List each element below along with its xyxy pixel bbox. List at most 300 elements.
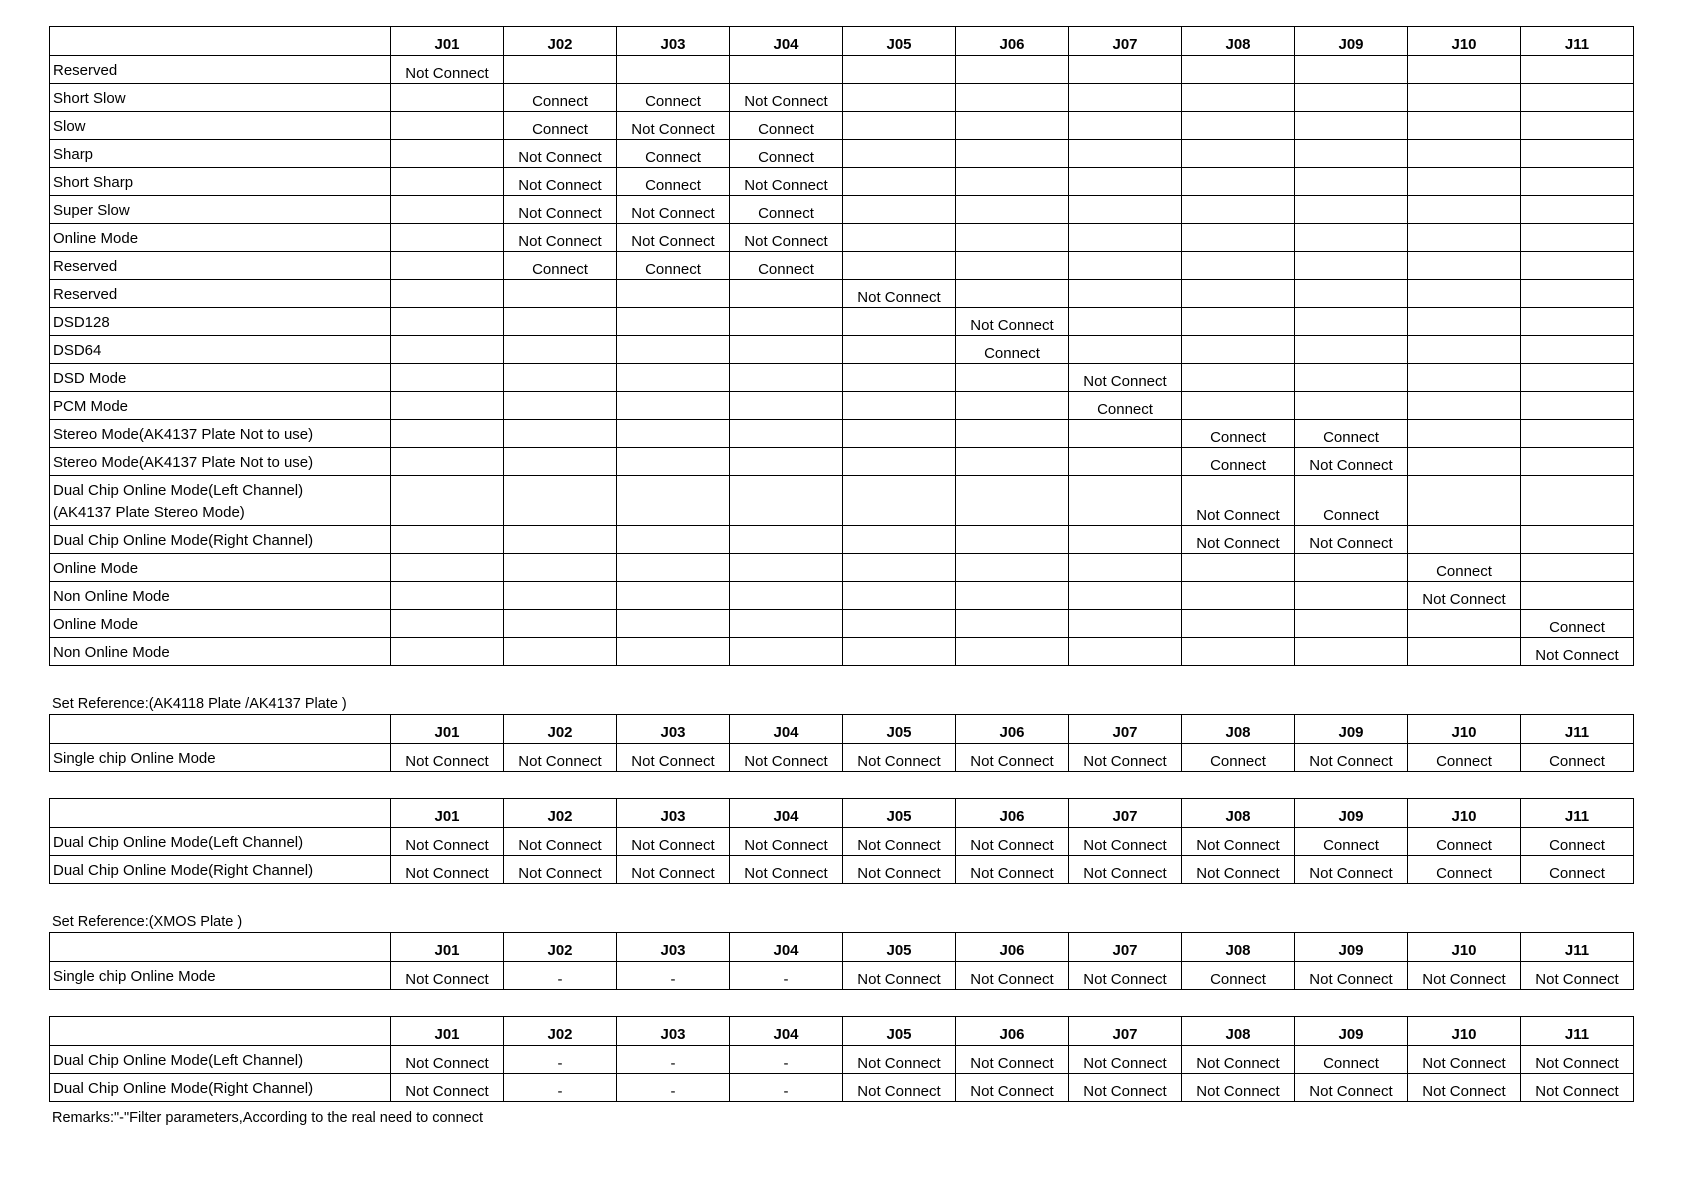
cell-j11 bbox=[1521, 308, 1634, 336]
cell-j08: Connect bbox=[1182, 420, 1295, 448]
cell-j09 bbox=[1295, 554, 1408, 582]
cell-j06 bbox=[956, 582, 1069, 610]
cell-j07 bbox=[1069, 140, 1182, 168]
cell-j06 bbox=[956, 224, 1069, 252]
cell-j11 bbox=[1521, 554, 1634, 582]
cell-j02: Not Connect bbox=[504, 168, 617, 196]
cell-j03 bbox=[617, 392, 730, 420]
header-blank-cell bbox=[50, 715, 391, 744]
cell-j01 bbox=[391, 140, 504, 168]
cell-j04: Connect bbox=[730, 196, 843, 224]
cell-j09: Connect bbox=[1295, 476, 1408, 526]
table-row bbox=[50, 476, 1634, 526]
column-header-j05: J05 bbox=[843, 27, 956, 56]
row-label-line: Dual Chip Online Mode(Right Channel) bbox=[53, 862, 314, 879]
table-row bbox=[50, 1046, 1634, 1074]
cell-j11 bbox=[1521, 168, 1634, 196]
cell-j10 bbox=[1408, 336, 1521, 364]
cell-j06: Not Connect bbox=[956, 962, 1069, 990]
table-row bbox=[50, 448, 1634, 476]
cell-j04 bbox=[730, 610, 843, 638]
column-header-j09: J09 bbox=[1295, 715, 1408, 744]
cell-j01 bbox=[391, 168, 504, 196]
cell-j11: Not Connect bbox=[1521, 638, 1634, 666]
column-header-j06: J06 bbox=[956, 933, 1069, 962]
table-row bbox=[50, 196, 1634, 224]
cell-j11: Connect bbox=[1521, 828, 1634, 856]
column-header-j08: J08 bbox=[1182, 933, 1295, 962]
cell-j02: Connect bbox=[504, 112, 617, 140]
column-header-j10: J10 bbox=[1408, 27, 1521, 56]
column-header-j11: J11 bbox=[1521, 933, 1634, 962]
cell-j04: - bbox=[730, 962, 843, 990]
table-row bbox=[50, 112, 1634, 140]
cell-j01 bbox=[391, 392, 504, 420]
cell-j09: Not Connect bbox=[1295, 744, 1408, 772]
cell-j02 bbox=[504, 364, 617, 392]
cell-j08: Not Connect bbox=[1182, 828, 1295, 856]
column-header-j10: J10 bbox=[1408, 933, 1521, 962]
column-header-j09: J09 bbox=[1295, 933, 1408, 962]
cell-j02 bbox=[504, 476, 617, 526]
table-header-row bbox=[50, 933, 1634, 962]
cell-j06 bbox=[956, 526, 1069, 554]
column-header-j01: J01 bbox=[391, 799, 504, 828]
cell-j01 bbox=[391, 448, 504, 476]
cell-j08: Not Connect bbox=[1182, 526, 1295, 554]
row-label bbox=[50, 744, 391, 772]
cell-j05 bbox=[843, 84, 956, 112]
row-label-line: Dual Chip Online Mode(Right Channel) bbox=[53, 532, 314, 549]
cell-j09: Not Connect bbox=[1295, 962, 1408, 990]
ak-single-chip-table bbox=[49, 714, 1634, 772]
column-header-j07: J07 bbox=[1069, 27, 1182, 56]
cell-j03: - bbox=[617, 962, 730, 990]
cell-j08 bbox=[1182, 252, 1295, 280]
cell-j08 bbox=[1182, 392, 1295, 420]
cell-j02: Not Connect bbox=[504, 196, 617, 224]
cell-j08 bbox=[1182, 84, 1295, 112]
cell-j11: Connect bbox=[1521, 856, 1634, 884]
cell-j05 bbox=[843, 610, 956, 638]
cell-j01: Not Connect bbox=[391, 856, 504, 884]
cell-j08 bbox=[1182, 224, 1295, 252]
cell-j11 bbox=[1521, 336, 1634, 364]
cell-j10 bbox=[1408, 168, 1521, 196]
cell-j10: Connect bbox=[1408, 554, 1521, 582]
row-label bbox=[50, 224, 391, 252]
row-label-line: DSD128 bbox=[53, 314, 110, 331]
column-header-j02: J02 bbox=[504, 933, 617, 962]
cell-j02 bbox=[504, 448, 617, 476]
column-header-j01: J01 bbox=[391, 1017, 504, 1046]
cell-j08 bbox=[1182, 140, 1295, 168]
cell-j05: Not Connect bbox=[843, 1074, 956, 1102]
cell-j11 bbox=[1521, 526, 1634, 554]
row-label-line: Reserved bbox=[53, 62, 118, 79]
cell-j11 bbox=[1521, 582, 1634, 610]
cell-j06 bbox=[956, 140, 1069, 168]
cell-j09 bbox=[1295, 56, 1408, 84]
table-row bbox=[50, 56, 1634, 84]
cell-j10 bbox=[1408, 610, 1521, 638]
cell-j10 bbox=[1408, 140, 1521, 168]
cell-j07 bbox=[1069, 56, 1182, 84]
row-label-line: Short Sharp bbox=[53, 174, 134, 191]
cell-j04: Not Connect bbox=[730, 84, 843, 112]
cell-j03: Connect bbox=[617, 168, 730, 196]
cell-j04 bbox=[730, 420, 843, 448]
cell-j10 bbox=[1408, 308, 1521, 336]
column-header-j06: J06 bbox=[956, 799, 1069, 828]
remarks-note: Remarks:"-"Filter parameters,According to the real need to connect bbox=[52, 1110, 483, 1126]
table-row bbox=[50, 582, 1634, 610]
cell-j08 bbox=[1182, 168, 1295, 196]
cell-j07 bbox=[1069, 224, 1182, 252]
table-row bbox=[50, 828, 1634, 856]
cell-j04 bbox=[730, 56, 843, 84]
cell-j06 bbox=[956, 392, 1069, 420]
cell-j09 bbox=[1295, 610, 1408, 638]
cell-j03 bbox=[617, 638, 730, 666]
column-header-j04: J04 bbox=[730, 933, 843, 962]
cell-j10: Not Connect bbox=[1408, 1046, 1521, 1074]
row-label-line: (AK4137 Plate Stereo Mode) bbox=[53, 504, 245, 521]
column-header-j11: J11 bbox=[1521, 27, 1634, 56]
table-row bbox=[50, 252, 1634, 280]
cell-j02 bbox=[504, 554, 617, 582]
row-label bbox=[50, 962, 391, 990]
header-blank-cell bbox=[50, 933, 391, 962]
cell-j04: Connect bbox=[730, 252, 843, 280]
cell-j09 bbox=[1295, 336, 1408, 364]
cell-j06 bbox=[956, 84, 1069, 112]
cell-j07 bbox=[1069, 526, 1182, 554]
cell-j11 bbox=[1521, 112, 1634, 140]
row-label bbox=[50, 476, 391, 526]
cell-j10: Not Connect bbox=[1408, 1074, 1521, 1102]
cell-j04 bbox=[730, 448, 843, 476]
cell-j05 bbox=[843, 252, 956, 280]
row-label bbox=[50, 610, 391, 638]
cell-j08: Not Connect bbox=[1182, 1046, 1295, 1074]
cell-j03 bbox=[617, 554, 730, 582]
cell-j11 bbox=[1521, 448, 1634, 476]
cell-j07 bbox=[1069, 582, 1182, 610]
cell-j05 bbox=[843, 168, 956, 196]
cell-j09: Connect bbox=[1295, 420, 1408, 448]
cell-j09 bbox=[1295, 112, 1408, 140]
row-label-line: Stereo Mode(AK4137 Plate Not to use) bbox=[53, 454, 314, 471]
cell-j06 bbox=[956, 112, 1069, 140]
column-header-j02: J02 bbox=[504, 1017, 617, 1046]
column-header-j04: J04 bbox=[730, 1017, 843, 1046]
cell-j11 bbox=[1521, 56, 1634, 84]
cell-j10 bbox=[1408, 280, 1521, 308]
column-header-j05: J05 bbox=[843, 1017, 956, 1046]
cell-j02: Not Connect bbox=[504, 744, 617, 772]
cell-j05 bbox=[843, 554, 956, 582]
table-row bbox=[50, 140, 1634, 168]
table-row bbox=[50, 1074, 1634, 1102]
row-label-line: Online Mode bbox=[53, 230, 139, 247]
cell-j07 bbox=[1069, 336, 1182, 364]
cell-j11: Not Connect bbox=[1521, 1046, 1634, 1074]
cell-j11: Connect bbox=[1521, 610, 1634, 638]
cell-j10 bbox=[1408, 364, 1521, 392]
cell-j01: Not Connect bbox=[391, 56, 504, 84]
cell-j04: Not Connect bbox=[730, 224, 843, 252]
cell-j11 bbox=[1521, 84, 1634, 112]
cell-j01 bbox=[391, 476, 504, 526]
row-label-line: Dual Chip Online Mode(Left Channel) bbox=[53, 834, 304, 851]
cell-j07 bbox=[1069, 84, 1182, 112]
cell-j03 bbox=[617, 448, 730, 476]
column-header-j01: J01 bbox=[391, 27, 504, 56]
cell-j03 bbox=[617, 336, 730, 364]
cell-j01: Not Connect bbox=[391, 828, 504, 856]
table-row bbox=[50, 610, 1634, 638]
table-row bbox=[50, 84, 1634, 112]
cell-j09 bbox=[1295, 392, 1408, 420]
cell-j02 bbox=[504, 610, 617, 638]
cell-j05: Not Connect bbox=[843, 828, 956, 856]
cell-j09 bbox=[1295, 638, 1408, 666]
cell-j04: Connect bbox=[730, 112, 843, 140]
cell-j03: - bbox=[617, 1074, 730, 1102]
column-header-j08: J08 bbox=[1182, 27, 1295, 56]
cell-j10 bbox=[1408, 448, 1521, 476]
cell-j10: Not Connect bbox=[1408, 582, 1521, 610]
column-header-j03: J03 bbox=[617, 1017, 730, 1046]
column-header-j10: J10 bbox=[1408, 799, 1521, 828]
cell-j09: Not Connect bbox=[1295, 1074, 1408, 1102]
cell-j02 bbox=[504, 638, 617, 666]
column-header-j02: J02 bbox=[504, 27, 617, 56]
table-row bbox=[50, 280, 1634, 308]
cell-j07 bbox=[1069, 280, 1182, 308]
cell-j04 bbox=[730, 308, 843, 336]
cell-j04 bbox=[730, 476, 843, 526]
cell-j05 bbox=[843, 336, 956, 364]
row-label-line: PCM Mode bbox=[53, 398, 129, 415]
cell-j05 bbox=[843, 582, 956, 610]
cell-j10 bbox=[1408, 112, 1521, 140]
row-label bbox=[50, 1046, 391, 1074]
cell-j02: Not Connect bbox=[504, 856, 617, 884]
cell-j03: Not Connect bbox=[617, 856, 730, 884]
column-header-j06: J06 bbox=[956, 1017, 1069, 1046]
column-header-j01: J01 bbox=[391, 933, 504, 962]
cell-j09: Connect bbox=[1295, 1046, 1408, 1074]
cell-j02: Connect bbox=[504, 252, 617, 280]
cell-j05 bbox=[843, 448, 956, 476]
cell-j06 bbox=[956, 364, 1069, 392]
cell-j08 bbox=[1182, 610, 1295, 638]
row-label bbox=[50, 582, 391, 610]
cell-j04: - bbox=[730, 1074, 843, 1102]
cell-j10 bbox=[1408, 252, 1521, 280]
cell-j10 bbox=[1408, 56, 1521, 84]
cell-j10: Connect bbox=[1408, 744, 1521, 772]
column-header-j04: J04 bbox=[730, 27, 843, 56]
row-label bbox=[50, 554, 391, 582]
cell-j11 bbox=[1521, 392, 1634, 420]
cell-j08: Connect bbox=[1182, 744, 1295, 772]
header-blank-cell bbox=[50, 799, 391, 828]
cell-j06 bbox=[956, 448, 1069, 476]
cell-j07: Not Connect bbox=[1069, 744, 1182, 772]
cell-j10 bbox=[1408, 392, 1521, 420]
cell-j11 bbox=[1521, 224, 1634, 252]
row-label-line: Single chip Online Mode bbox=[53, 750, 216, 767]
table-row bbox=[50, 856, 1634, 884]
cell-j03: Not Connect bbox=[617, 828, 730, 856]
cell-j03: Not Connect bbox=[617, 744, 730, 772]
cell-j03 bbox=[617, 364, 730, 392]
cell-j06 bbox=[956, 476, 1069, 526]
column-header-j03: J03 bbox=[617, 715, 730, 744]
row-label bbox=[50, 252, 391, 280]
cell-j11: Connect bbox=[1521, 744, 1634, 772]
cell-j04: Connect bbox=[730, 140, 843, 168]
row-label bbox=[50, 526, 391, 554]
cell-j07 bbox=[1069, 476, 1182, 526]
cell-j11 bbox=[1521, 196, 1634, 224]
table-header-row bbox=[50, 715, 1634, 744]
column-header-j11: J11 bbox=[1521, 715, 1634, 744]
cell-j11: Not Connect bbox=[1521, 962, 1634, 990]
cell-j01 bbox=[391, 252, 504, 280]
cell-j09 bbox=[1295, 224, 1408, 252]
cell-j11 bbox=[1521, 280, 1634, 308]
column-header-j09: J09 bbox=[1295, 1017, 1408, 1046]
row-label-line: Super Slow bbox=[53, 202, 130, 219]
column-header-j07: J07 bbox=[1069, 933, 1182, 962]
column-header-j07: J07 bbox=[1069, 799, 1182, 828]
cell-j02: Not Connect bbox=[504, 224, 617, 252]
row-label bbox=[50, 364, 391, 392]
cell-j09 bbox=[1295, 84, 1408, 112]
cell-j01 bbox=[391, 280, 504, 308]
row-label bbox=[50, 84, 391, 112]
table-row bbox=[50, 554, 1634, 582]
column-header-j11: J11 bbox=[1521, 1017, 1634, 1046]
table-row bbox=[50, 224, 1634, 252]
row-label bbox=[50, 56, 391, 84]
cell-j04 bbox=[730, 526, 843, 554]
table-row bbox=[50, 638, 1634, 666]
table-row bbox=[50, 962, 1634, 990]
cell-j07 bbox=[1069, 554, 1182, 582]
cell-j07 bbox=[1069, 196, 1182, 224]
cell-j07: Not Connect bbox=[1069, 962, 1182, 990]
row-label-line: Single chip Online Mode bbox=[53, 968, 216, 985]
row-label-line: DSD Mode bbox=[53, 370, 127, 387]
cell-j03: Connect bbox=[617, 84, 730, 112]
cell-j08 bbox=[1182, 308, 1295, 336]
cell-j05 bbox=[843, 638, 956, 666]
row-label-line: Dual Chip Online Mode(Right Channel) bbox=[53, 1080, 314, 1097]
cell-j05 bbox=[843, 526, 956, 554]
cell-j02: Not Connect bbox=[504, 828, 617, 856]
cell-j04: - bbox=[730, 1046, 843, 1074]
cell-j11 bbox=[1521, 420, 1634, 448]
cell-j08: Not Connect bbox=[1182, 856, 1295, 884]
column-header-j06: J06 bbox=[956, 715, 1069, 744]
cell-j02: - bbox=[504, 1046, 617, 1074]
table-row bbox=[50, 364, 1634, 392]
column-header-j11: J11 bbox=[1521, 799, 1634, 828]
cell-j08 bbox=[1182, 280, 1295, 308]
column-header-j08: J08 bbox=[1182, 715, 1295, 744]
cell-j05: Not Connect bbox=[843, 1046, 956, 1074]
cell-j11 bbox=[1521, 140, 1634, 168]
cell-j10 bbox=[1408, 638, 1521, 666]
cell-j06 bbox=[956, 196, 1069, 224]
cell-j10 bbox=[1408, 420, 1521, 448]
cell-j06: Connect bbox=[956, 336, 1069, 364]
column-header-j07: J07 bbox=[1069, 1017, 1182, 1046]
row-label-line: Dual Chip Online Mode(Left Channel) bbox=[53, 482, 304, 499]
cell-j07 bbox=[1069, 638, 1182, 666]
xmos-dual-chip-table bbox=[49, 1016, 1634, 1102]
xmos-single-chip-table bbox=[49, 932, 1634, 990]
cell-j03: Not Connect bbox=[617, 224, 730, 252]
row-label bbox=[50, 392, 391, 420]
cell-j08 bbox=[1182, 56, 1295, 84]
cell-j01: Not Connect bbox=[391, 744, 504, 772]
cell-j07 bbox=[1069, 610, 1182, 638]
cell-j09: Not Connect bbox=[1295, 526, 1408, 554]
row-label bbox=[50, 112, 391, 140]
row-label-line: Reserved bbox=[53, 286, 118, 303]
cell-j08: Not Connect bbox=[1182, 1074, 1295, 1102]
cell-j06 bbox=[956, 420, 1069, 448]
table-row bbox=[50, 420, 1634, 448]
row-label bbox=[50, 140, 391, 168]
cell-j01 bbox=[391, 638, 504, 666]
cell-j01 bbox=[391, 526, 504, 554]
cell-j03 bbox=[617, 308, 730, 336]
cell-j02 bbox=[504, 582, 617, 610]
table-header-row bbox=[50, 27, 1634, 56]
table-header-row bbox=[50, 1017, 1634, 1046]
cell-j05 bbox=[843, 392, 956, 420]
cell-j02 bbox=[504, 280, 617, 308]
cell-j06: Not Connect bbox=[956, 1074, 1069, 1102]
cell-j03 bbox=[617, 56, 730, 84]
cell-j10 bbox=[1408, 84, 1521, 112]
cell-j01 bbox=[391, 364, 504, 392]
cell-j06 bbox=[956, 280, 1069, 308]
row-label bbox=[50, 856, 391, 884]
column-header-j04: J04 bbox=[730, 799, 843, 828]
column-header-j06: J06 bbox=[956, 27, 1069, 56]
cell-j09 bbox=[1295, 196, 1408, 224]
row-label-line: Dual Chip Online Mode(Left Channel) bbox=[53, 1052, 304, 1069]
ak-reference-caption: Set Reference:(AK4118 Plate /AK4137 Plate ) bbox=[52, 696, 347, 712]
cell-j04: Not Connect bbox=[730, 168, 843, 196]
cell-j09 bbox=[1295, 168, 1408, 196]
cell-j09: Not Connect bbox=[1295, 856, 1408, 884]
jumper-settings-table bbox=[49, 26, 1634, 666]
column-header-j03: J03 bbox=[617, 933, 730, 962]
cell-j01 bbox=[391, 112, 504, 140]
cell-j11: Not Connect bbox=[1521, 1074, 1634, 1102]
cell-j05: Not Connect bbox=[843, 280, 956, 308]
table-row bbox=[50, 392, 1634, 420]
